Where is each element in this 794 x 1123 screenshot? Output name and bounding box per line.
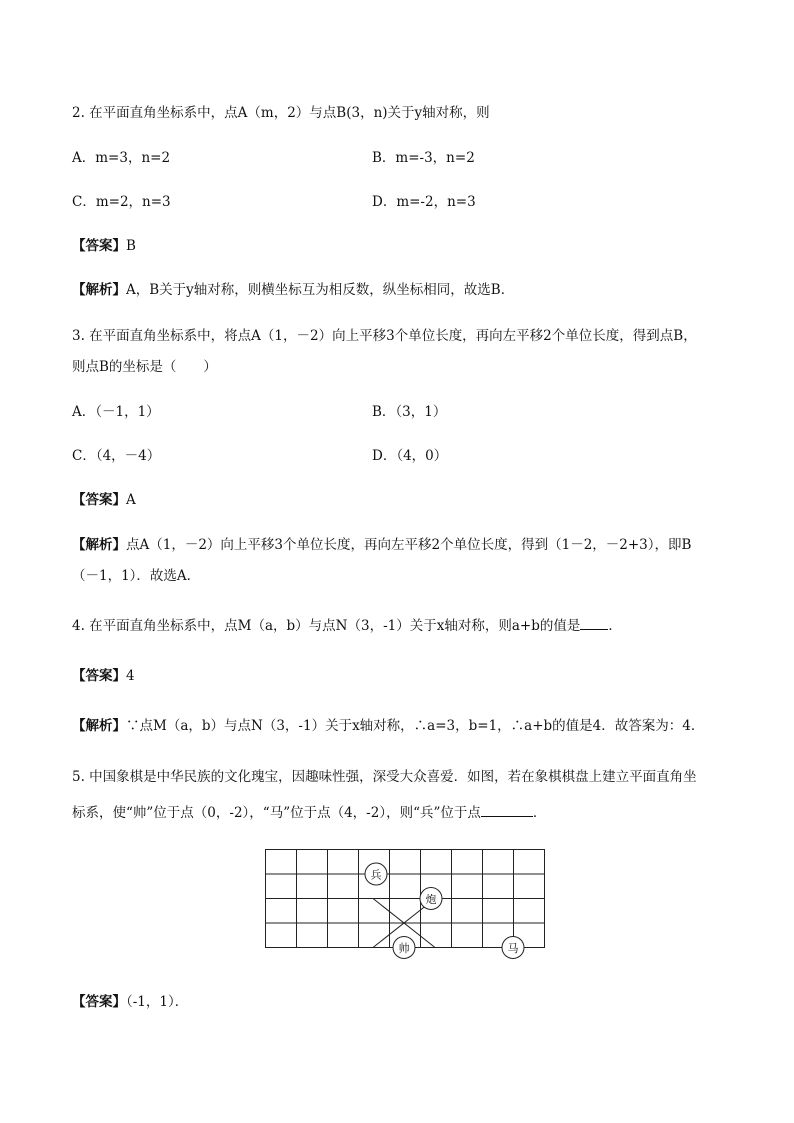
piece-bing-label: 兵 (370, 868, 382, 882)
piece-bing (365, 863, 387, 885)
q4-answer-value: 4 (126, 668, 135, 684)
q5-answer-blank (481, 802, 533, 817)
q3-analysis-line1 (72, 533, 691, 553)
q5-stem-line1: 5. 中国象棋是中华民族的文化瑰宝，因趣味性强，深受大众喜爱．如图，若在象棋棋盘上建立平面直角坐 (72, 769, 697, 785)
q4-analysis (72, 714, 704, 734)
q3-answer (72, 488, 136, 508)
q3-answer-label: 【答案】 (72, 492, 126, 508)
q3-option-d: D．（4，0） (372, 448, 448, 464)
chess-board-figure (264, 845, 548, 961)
piece-pao-label: 炮 (425, 893, 437, 906)
piece-ma (502, 937, 524, 959)
q3-stem-line2: 则点B的坐标是（ ） (72, 359, 217, 375)
q2-answer (72, 234, 136, 254)
q2-option-d: D．m=-2，n=3 (372, 194, 476, 210)
q4-answer-blank (580, 615, 608, 630)
q5-stem-line2 (72, 801, 546, 821)
q4-answer-label: 【答案】 (72, 668, 126, 684)
q3-analysis-line2: （－1，1）．故选A． (72, 568, 201, 584)
q2-stem: 2. 在平面直角坐标系中，点A（m，2）与点B(3，n)关于y轴对称，则 (72, 105, 490, 121)
q4-stem-text: 4. 在平面直角坐标系中，点M（a，b）与点N（3，-1）关于x轴对称，则a+b的值是 (72, 618, 581, 634)
q3-option-a: A．（－1，1） (72, 404, 160, 420)
q2-analysis-label: 【解析】 (72, 282, 126, 298)
q4-stem-end: ． (608, 618, 622, 634)
piece-shuai (393, 937, 415, 959)
q5-answer-label: 【答案】 (72, 994, 126, 1010)
q3-stem-line1: 3. 在平面直角坐标系中，将点A（1，－2）向上平移3个单位长度，再向左平移2个单位长度，得到点B， (72, 328, 697, 344)
q3-answer-value: A (126, 492, 136, 508)
piece-pao (420, 888, 442, 910)
q5-answer (72, 990, 188, 1010)
q3-analysis-text: 点A（1，－2）向上平移3个单位长度，再向左平移2个单位长度，得到（1－2，－2+3），即B (126, 537, 692, 553)
q2-analysis (72, 278, 514, 298)
q4-analysis-label: 【解析】 (72, 718, 126, 734)
q2-option-b: B．m=-3，n=2 (372, 150, 475, 166)
piece-ma-label: 马 (507, 942, 519, 955)
q4-stem (72, 614, 622, 634)
q2-answer-label: 【答案】 (72, 238, 126, 254)
q5-answer-value: （-1，1）． (126, 994, 189, 1010)
q4-analysis-text: ∵点M（a，b）与点N（3，-1）关于x轴对称，∴a=3，b=1，∴a+b的值是4．故答案为：4． (126, 718, 705, 734)
q3-analysis-label: 【解析】 (72, 537, 126, 553)
q2-analysis-text: A，B关于y轴对称，则横坐标互为相反数，纵坐标相同，故选B． (126, 282, 515, 298)
q5-stem-text: 标系，使“帅”位于点（0，-2），“马”位于点（4，-2），则“兵”位于点 (72, 805, 481, 821)
q2-answer-value: B (126, 238, 136, 254)
q2-option-c: C．m=2，n=3 (72, 194, 171, 210)
board-grid (266, 850, 545, 948)
q3-option-b: B．（3，1） (372, 404, 447, 420)
q5-stem-end: ． (532, 805, 547, 821)
q3-option-c: C．（4，－4） (72, 448, 161, 464)
piece-shuai-label: 帅 (398, 942, 410, 955)
q4-answer (72, 664, 135, 684)
q2-option-a: A．m=3，n=2 (72, 150, 171, 166)
